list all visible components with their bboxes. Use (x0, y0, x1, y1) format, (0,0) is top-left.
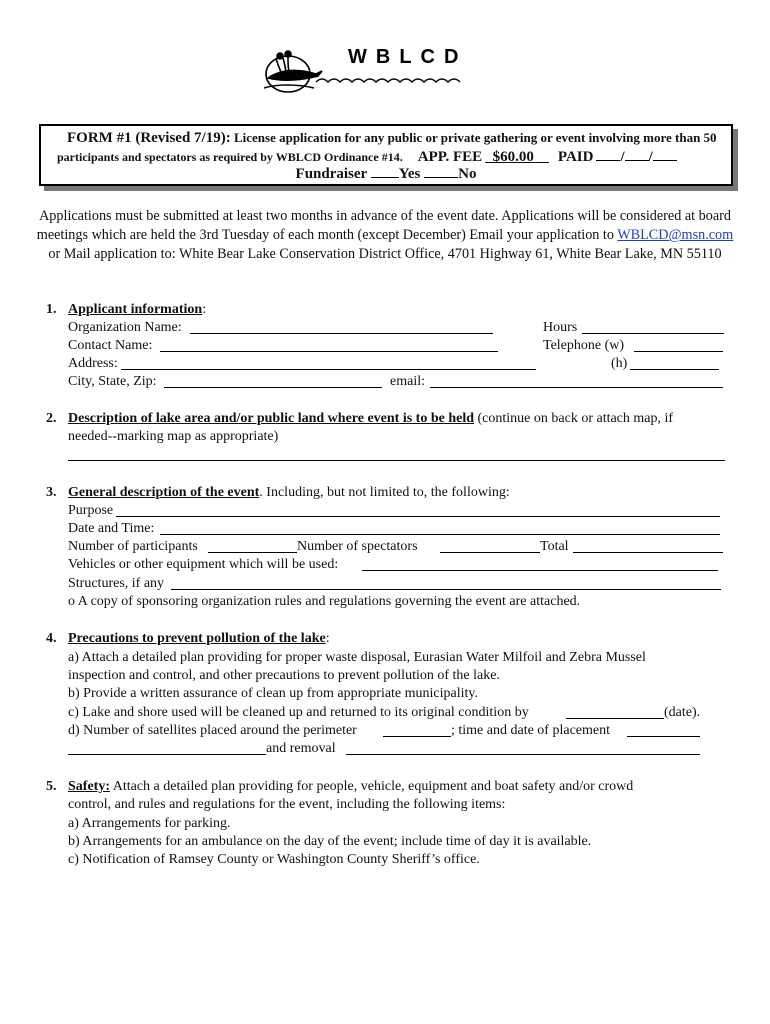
section5-heading (68, 778, 633, 796)
rules-copy-checkbox[interactable]: o A copy of sponsoring organization rules and regulations governing the event are attached. (68, 594, 581, 609)
address-label: Address: (68, 356, 118, 371)
section4-number: 4. (46, 631, 57, 646)
section5-intro-cont: control, and rules and regulations for the event, including the following items: (68, 797, 506, 812)
placement-date-field[interactable] (68, 754, 266, 755)
intro-paragraph (30, 207, 740, 264)
cleanup-date-field[interactable] (566, 718, 664, 719)
fee-label: APP. FEE (417, 149, 483, 165)
section2-note: (continue on back or attach map, if (474, 411, 674, 426)
participants-field[interactable] (208, 552, 297, 553)
section4-d-mid: ; time and date of placement (451, 723, 610, 738)
intro-text-after: or Mail application to: White Bear Lake Conservation District Office, 4701 Highway 61, White Bear Lake, MN 55110 (48, 246, 722, 262)
section1-heading (68, 301, 206, 319)
removal-field[interactable] (346, 754, 700, 755)
section3-title: General description of the event (68, 485, 260, 500)
home-phone-label: (h) (611, 356, 628, 371)
fundraiser-line (41, 165, 731, 183)
fundraiser-no-label: No (458, 166, 477, 182)
form-line-2 (57, 148, 677, 166)
spectators-field[interactable] (440, 552, 540, 553)
telephone-work-field[interactable] (634, 351, 723, 352)
fundraiser-yes-label: Yes (398, 166, 421, 182)
section3-number: 3. (46, 485, 57, 500)
section4-title: Precautions to prevent pollution of the lake (68, 631, 326, 646)
contact-name-label: Contact Name: (68, 338, 153, 353)
section4-colon: : (325, 631, 330, 646)
section4-d-removal: and removal (266, 741, 336, 756)
email-link[interactable]: WBLCD@msn.com (617, 227, 734, 243)
section4-heading (68, 630, 330, 648)
total-field[interactable] (573, 552, 723, 553)
hours-field[interactable] (582, 333, 724, 334)
section5-b: b) Arrangements for an ambulance on the day of the event; include time of day it is available. (68, 834, 592, 849)
participants-label: Number of participants (68, 539, 198, 554)
fundraiser-label: Fundraiser (295, 166, 367, 182)
contact-name-field[interactable] (160, 351, 498, 352)
paid-month-field[interactable] (596, 148, 620, 161)
org-name-label: Organization Name: (68, 320, 182, 335)
loon-icon (264, 51, 322, 92)
section4-b: b) Provide a written assurance of clean up from appropriate municipality. (68, 686, 479, 701)
section4-c-end: (date). (664, 705, 701, 720)
section4-a-line1: a) Attach a detailed plan providing for proper waste disposal, Eurasian Water Milfoil and Zebra Mussel (68, 650, 646, 665)
org-name-field[interactable] (190, 333, 493, 334)
section5-a: a) Arrangements for parking. (68, 816, 231, 831)
structures-label: Structures, if any (68, 576, 165, 591)
date-time-label: Date and Time: (68, 521, 155, 536)
total-label: Total (540, 539, 569, 554)
intro-text-before: Applications must be submitted at least two months in advance of the event date. Applications will be considered at board meetings which are held the 3rd Tuesday of each month (except December) Email your application to (36, 208, 731, 243)
telephone-label: Telephone (w) (543, 338, 625, 353)
structures-field[interactable] (171, 589, 721, 590)
placement-time-field[interactable] (627, 736, 700, 737)
section2-number: 2. (46, 411, 57, 426)
address-field[interactable] (121, 369, 536, 370)
form-id: FORM #1 (Revised 7/19): (67, 130, 231, 146)
section3-intro: . Including, but not limited to, the following: (259, 485, 510, 500)
section4-d: d) Number of satellites placed around the perimeter (68, 723, 357, 738)
section5-title: Safety: (68, 779, 110, 794)
section4-a-line2: inspection and control, and other precautions to prevent pollution of the lake. (68, 668, 500, 683)
paid-year-field[interactable] (653, 148, 677, 161)
section2-title: Description of lake area and/or public land where event is to be held (68, 411, 475, 426)
fee-value: $60.00 (492, 149, 534, 165)
vehicles-field[interactable] (362, 570, 718, 571)
purpose-label: Purpose (68, 503, 114, 518)
city-state-zip-label: City, State, Zip: (68, 374, 157, 389)
fundraiser-no-field[interactable] (424, 165, 458, 178)
lake-area-description-field[interactable] (68, 460, 725, 461)
hours-label: Hours (543, 320, 578, 335)
logo-text: WBLCD (348, 46, 468, 68)
fundraiser-yes-field[interactable] (371, 165, 399, 178)
paid-label: PAID (557, 149, 594, 165)
purpose-field[interactable] (116, 516, 720, 517)
paid-sep-2: / (648, 149, 653, 165)
form-line-1 (67, 130, 717, 147)
email-field[interactable] (430, 387, 723, 388)
date-time-field[interactable] (160, 534, 720, 535)
spectators-label: Number of spectators (297, 539, 418, 554)
section1-number: 1. (46, 302, 57, 317)
section2-heading (68, 410, 673, 428)
section1-title: Applicant information (68, 302, 203, 317)
section5-intro: Attach a detailed plan providing for people, vehicle, equipment and boat safety and/or crowd (110, 779, 634, 794)
section1-colon: : (202, 302, 207, 317)
paid-day-field[interactable] (625, 148, 649, 161)
form-description-cont: participants and spectators as required by WBLCD Ordinance #14. (57, 150, 403, 164)
section5-c: c) Notification of Ramsey County or Washington County Sheriff’s office. (68, 852, 480, 867)
telephone-home-field[interactable] (630, 369, 719, 370)
section4-c: c) Lake and shore used will be cleaned up and returned to its original condition by (68, 705, 529, 720)
section5-number: 5. (46, 779, 57, 794)
vehicles-label: Vehicles or other equipment which will be used: (68, 557, 339, 572)
section3-heading (68, 484, 510, 502)
email-label: email: (390, 374, 425, 389)
satellites-count-field[interactable] (383, 736, 451, 737)
form-header-box (39, 124, 733, 186)
paid-sep-1: / (620, 149, 625, 165)
wave-line (316, 79, 460, 82)
section2-note-cont: needed--marking map as appropriate) (68, 429, 279, 444)
city-state-zip-field[interactable] (164, 387, 382, 388)
form-description: License application for any public or private gathering or event involving more than 50 (233, 130, 717, 145)
